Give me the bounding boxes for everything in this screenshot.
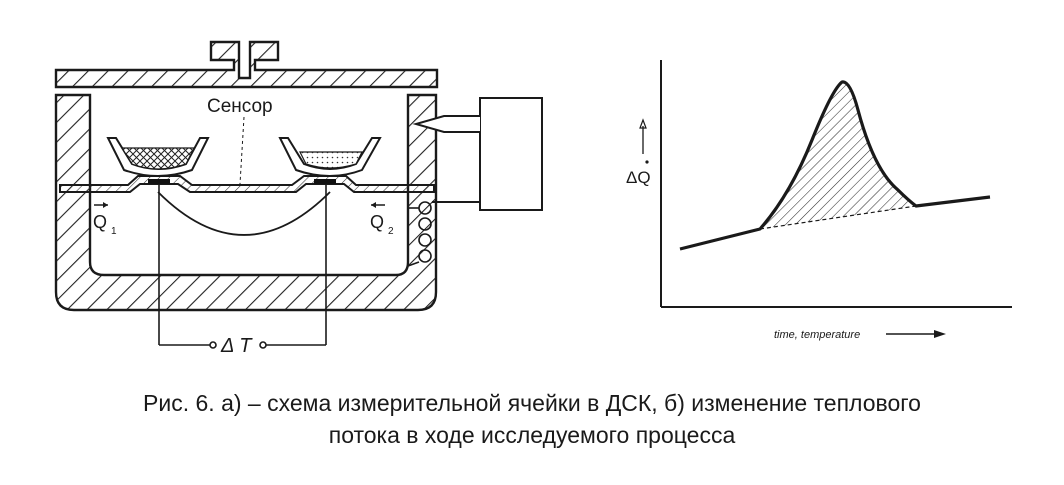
- reference-thermocouple: [314, 179, 336, 184]
- y-axis-label: ΔQ: [626, 168, 651, 187]
- delta-t-circuit: [159, 184, 326, 348]
- heat-flow-q2: [370, 202, 394, 237]
- sensor-label: Сенсор: [207, 96, 273, 117]
- figure-caption-line-1: Рис. 6. а) – схема измерительной ячейки в ДСК, б) изменение теплового: [143, 390, 921, 416]
- sensor-leader-line: [240, 117, 244, 184]
- dsc-cell-schematic: [56, 42, 542, 357]
- heat-flow-graph: [626, 60, 1012, 341]
- sensor-bridge-arc: [158, 192, 330, 235]
- q2-subscript: 2: [388, 226, 394, 237]
- sample-thermocouple: [148, 179, 170, 184]
- q1-symbol: Q: [93, 212, 108, 232]
- heat-flow-q1: [93, 202, 117, 237]
- sensor-disc: [60, 176, 434, 192]
- figure-caption-line-2: потока в ходе исследуемого процесса: [328, 422, 736, 448]
- cell-lid: [56, 42, 437, 87]
- q1-subscript: 1: [111, 226, 117, 237]
- x-axis-label: time, temperature: [774, 329, 861, 341]
- q2-symbol: Q: [370, 212, 385, 232]
- peak-area: [760, 82, 916, 229]
- delta-t-label: Δ T: [221, 335, 252, 357]
- cell-body: [56, 95, 436, 310]
